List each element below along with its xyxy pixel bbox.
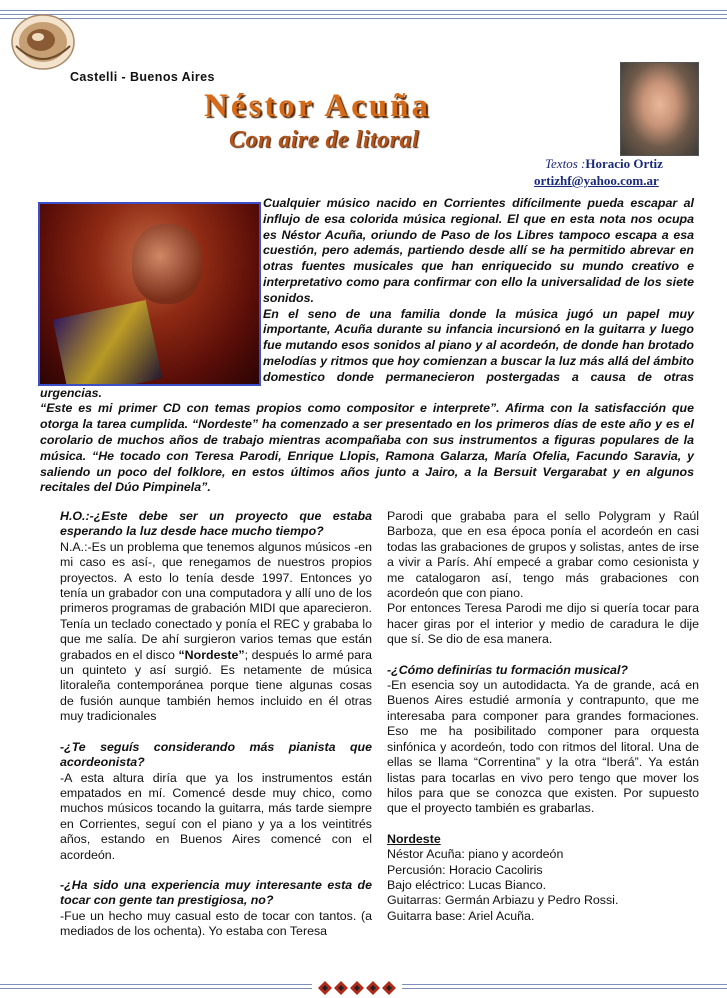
answer: -A esta altura diría que ya los instrumentos están empatados en mí. Comencé desde muy chico, como muchos músicos tocando la guitarra, más tarde siempre en Corrientes, seguí con el piano y ya a los veintitrés años, estando en Buenos Aires comencé con el acordeón. xyxy=(60,770,372,862)
author-credit xyxy=(545,156,663,172)
right-column xyxy=(387,509,699,924)
question: -¿Ha sido una experiencia muy interesante esta de tocar con gente tan prestigiosa, no? xyxy=(60,877,372,908)
credit-line: Guitarras: Germán Arbiazu y Pedro Rossi. xyxy=(387,893,619,908)
article-title: Néstor Acuña xyxy=(204,88,431,124)
question: H.O.:-¿Este debe ser un proyecto que estaba esperando la luz desde hace mucho tiempo? xyxy=(60,509,372,539)
answer: Parodi que grababa para el sello Polygram y Raúl Barboza, que en esa época ponía el acordeón en casi todas las grabaciones de grupos y solistas, antes de irse a vivir a París. Ahí empecé a grabar como cesionista y me catalogaron así, tengo más grabaciones con acordeón que con piano. xyxy=(387,509,699,601)
answer: -En esencia soy un autodidacta. Ya de grande, acá en Buenos Aires estudié armonía y contrapunto, que me interesaba para componer para grandes formaciones. Eso me ha posibilitado componer para orquesta sinfónica y acordeón, todo con ritmos del litoral. Una de ellas se llama “Correntina” y la otra “Iberá”. Ya están listas para tocarlas en vivo pero tengo que mover los hilos para que se conozca que existen. Por supuesto que el proyecto también es grabarlas. xyxy=(387,678,699,816)
answer: -Fue un hecho muy casual esto de tocar con tantos. (a mediados de los ochenta). Yo estaba con Teresa xyxy=(60,908,372,939)
question: -¿Cómo definirías tu formación musical? xyxy=(387,662,628,677)
author-email-link[interactable]: ortizhf@yahoo.com.ar xyxy=(534,173,659,188)
intro-paragraph: “Este es mi primer CD con temas propios como compositor e interprete”. Afirma con la satisfacción que otorga la tarea cumplida. “Nordeste” ha comenzado a ser presentado en los primeros días de este año y es el corolario de muchos años de trabajo mientras acompañaba con sus instrumentos a figuras populares de la música. “He tocado con Teresa Parodi, Enrique Llopis, Ramona Galarza, María Ofelia, Facundo Saravia, y saliendo un poco del folklore, en estos últimos años junto a Jairo, a la Bersuit Vergarabat y en algunos recitales del Dúo Pimpinela”. xyxy=(40,401,694,495)
article-subtitle: Con aire de litoral xyxy=(229,127,420,153)
answer: Por entonces Teresa Parodi me dijo si quería tocar para hacer giras por el interior y medio de caradura le dije que sí. Se dio de esa manera. xyxy=(387,601,699,647)
intro-paragraph: En el seno de una familia donde la música jugó un papel muy importante, Acuña durante su infancia incursionó en la guitarra y luego fue mutando esos sonidos al piano y al acordeón, de donde han brotado melodías y ritmos que hoy comienzan a buscar la luz más allá del ámbito domestico donde permanecieron postergadas a causa de otras urgencias. xyxy=(40,306,694,400)
ornament-pattern-icon xyxy=(318,981,396,995)
credit-author: Horacio Ortiz xyxy=(585,156,663,171)
credit-line: Néstor Acuña: piano y acordeón xyxy=(387,847,564,862)
credit-line: Percusión: Horacio Cacoliris xyxy=(387,862,543,877)
credit-label: Textos : xyxy=(545,156,586,171)
disc-title: “Nordeste” xyxy=(178,647,245,662)
credits-title: Nordeste xyxy=(387,831,441,846)
location-label: Castelli - Buenos Aires xyxy=(70,70,215,84)
intro-text xyxy=(40,196,694,496)
credit-line: Bajo eléctrico: Lucas Bianco. xyxy=(387,877,547,892)
answer: N.A.:-Es un problema que tenemos algunos músicos -en mi caso es así-, que renegamos de nuestros propios proyectos. A esto lo tenía desde 1997. Entonces yo tenía un grabador con una computadora y allí uno de los primeros programas de grabación MIDI que aparecieron. Tenía un teclado conectado y ponía el REC y grababa lo que me salía. De ahí surgieron varios temas que están grabados en el disco “Nordeste”; después lo armé para un quinteto y así surgió. Es netamente de música litoraleña contemporánea porque tiene algunas cosas de fusión aunque también hemos incluido en él otras muy tradicionales xyxy=(60,539,373,724)
credit-line: Guitarra base: Ariel Acuña. xyxy=(387,908,535,923)
question: -¿Te seguís considerando más pianista que acordeonista? xyxy=(60,739,372,770)
left-column xyxy=(60,509,372,940)
author-photo xyxy=(620,62,699,156)
intro-paragraph: Cualquier músico nacido en Corrientes difícilmente pueda escapar al influjo de esa colorida música regional. El que en esta nota nos ocupa es Néstor Acuña, oriundo de Paso de los Libres tampoco escapa a esa cuestión, pero además, partiendo desde allí se ha permitido abrevar en otras fuentes musicales que han enriquecido su mundo creativo e interpretativo como para confirmar con ello la universalidad de los siete sonidos. xyxy=(263,196,694,305)
top-rule xyxy=(0,0,727,60)
shell-logo-icon xyxy=(8,6,78,72)
